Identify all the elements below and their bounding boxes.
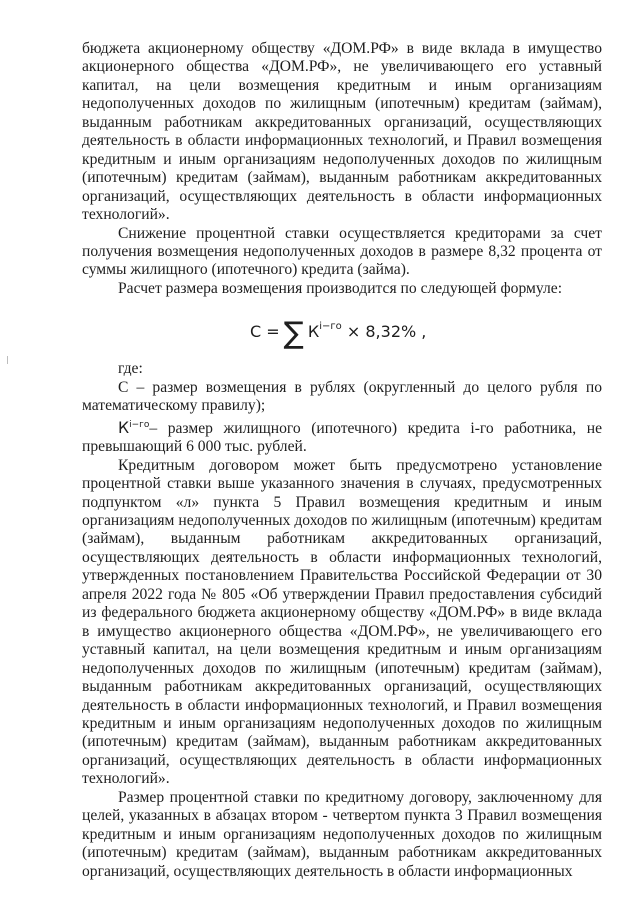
where-label: где: [118, 360, 143, 378]
paragraph-formula-intro: Расчет размера возмещения производится по следующей формуле: [118, 279, 563, 297]
definition-k [82, 416, 602, 457]
compensation-formula [82, 302, 602, 360]
definition-k-text: – размер жилищного (ипотечного) кредита i-го работника, не превышающий 6 000 тыс. рублей. [82, 419, 602, 456]
formula-k: К [307, 322, 320, 342]
paragraph-continued: бюджета акционерному обществу «ДОМ.РФ» в виде вклада в имущество акционерного общества «ДОМ.РФ», не увеличивающего его уставный капитал, на цели возмещения кредитным и иным организациям недополученных доходов по жилищным (ипотечным) кредитам (займам), выданным работникам аккредитованных организаций, осуществляющих деятельность в области информационных технологий, и Правил возмещения кредитным и иным организациям недополученных доходов по жилищным (ипотечным) кредитам (займам), выданным работникам аккредитованных организаций, осуществляющих деятельность в области информационных технологий». [82, 40, 602, 224]
paragraph-rate-size: Размер процентной ставки по кредитному договору, заключенному для целей, указанных в абзацах втором - четвертом пункта 3 Правил возмещения кредитным и иным организациям недополученных доходов по жилищным (ипотечным) кредитам (займам), выданным работникам аккредитованных организаций, осуществляющих деятельность в области информационных [82, 788, 602, 880]
scan-margin-mark [7, 356, 8, 364]
paragraph-rate-reduction: Снижение процентной ставки осуществляется кредиторами за счет получения возмещения недополученных доходов в размере 8,32 процента от суммы жилищного (ипотечного) кредита (займа). [82, 224, 602, 279]
formula-k-superscript: i−го [319, 321, 342, 333]
document-page [82, 40, 602, 881]
paragraph-higher-rate: Кредитным договором может быть предусмотрено установление процентной ставки выше указанного значения в случаях, предусмотренных подпунктом «л» пункта 5 Правил возмещения кредитным и иным организациям недополученных доходов по жилищным (ипотечным) кредитам (займам), выданным работникам аккредитованных организаций, осуществляющих деятельность в области информационных технологий, утвержденных постановлением Правительства Российской Федерации от 30 апреля 2022 года № 805 «Об утверждении Правил предоставления субсидий из федерального бюджета акционерному обществу «ДОМ.РФ» в виде вклада в имущество акционерного общества «ДОМ.РФ», не увеличивающего его уставный капитал, на цели возмещения кредитным и иным организациям недополученных доходов по жилищным (ипотечным) кредитам (займам), выданным работникам аккредитованных организаций, осуществляющих деятельность в области информационных технологий, и Правил возмещения кредитным и иным организациям недополученных доходов по жилищным (ипотечным) кредитам (займам), выданным работникам аккредитованных организаций, осуществляющих деятельность в области информационных технологий». [82, 456, 602, 788]
formula-rhs: × 8,32% , [346, 322, 427, 342]
definition-c: С – размер возмещения в рублях (округленный до целого рубля по математическому правилу); [82, 378, 602, 415]
definition-k-symbol [118, 419, 149, 437]
sigma-symbol: ∑ [283, 316, 304, 352]
definition-k-superscript: i−го [129, 419, 150, 430]
definition-k-letter: К [118, 418, 130, 437]
formula-lhs: С = [250, 322, 280, 342]
